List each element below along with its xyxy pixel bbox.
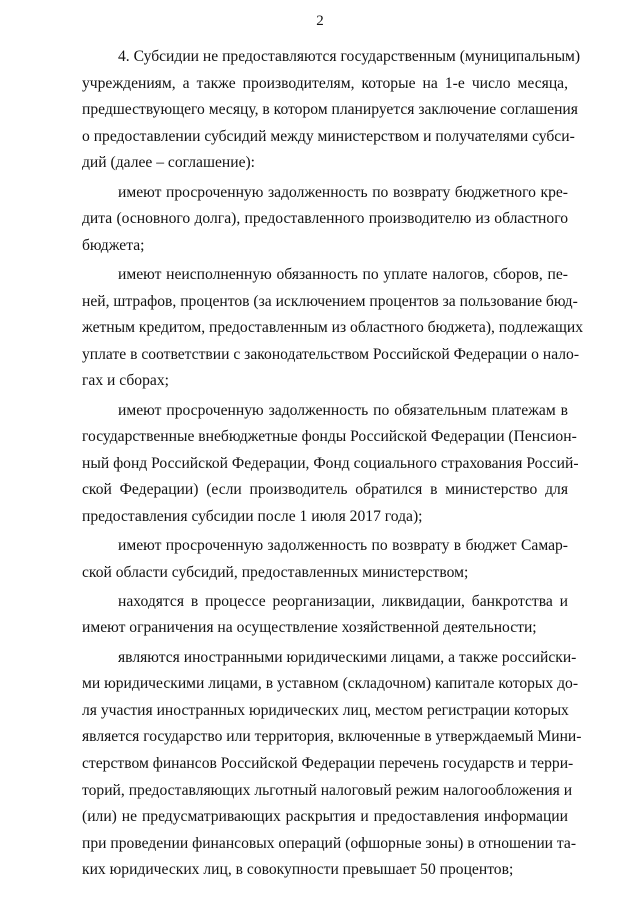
text-line: уплате в соответствии с законодательством Российской Федерации о нало- <box>82 345 580 363</box>
text-line: ми юридическими лицами, в уставном (складочном) капитале которых до- <box>82 675 579 693</box>
text-line: государственные внебюджетные фонды Российской Федерации (Пенсион- <box>82 428 577 446</box>
text-line: имеют просроченную задолженность по возврату бюджетного кре- <box>118 183 568 201</box>
text-line: ких юридических лиц, в совокупности превышает 50 процентов; <box>82 861 514 879</box>
text-line: ней, штрафов, процентов (за исключением процентов за пользование бюд- <box>82 292 578 310</box>
text-line: предоставления субсидии после 1 июля 2017 года); <box>82 507 423 525</box>
text-line: ской области субсидий, предоставленных министерством; <box>82 563 469 581</box>
text-line: является государство или территория, включенные в утверждаемый Мини- <box>82 728 582 746</box>
text-line: дий (далее – соглашение): <box>82 154 256 172</box>
paragraph-foreign-entities <box>82 645 582 884</box>
text-line: дита (основного долга), предоставленного производителю из областного <box>82 210 568 228</box>
text-line: имеют просроченную задолженность по обязательным платежам в <box>118 401 568 419</box>
paragraph-reorganization <box>82 589 568 642</box>
paragraph-tax-obligations <box>82 262 583 395</box>
text-line: при проведении финансовых операций (офшорные зоны) в отношении та- <box>82 834 577 852</box>
paragraph-budget-credit-debt <box>82 180 568 260</box>
text-line: о предоставлении субсидий между министерством и получателями субси- <box>82 127 575 145</box>
text-line: (или) не предусматривающих раскрытия и предоставления информации <box>82 808 568 826</box>
text-line: торий, предоставляющих льготный налоговый режим налогообложения и <box>82 781 573 799</box>
text-line: имеют просроченную задолженность по возврату в бюджет Самар- <box>118 537 568 555</box>
text-line: имеют неисполненную обязанность по уплате налогов, сборов, пе- <box>118 265 568 283</box>
text-line: бюджета; <box>82 236 145 254</box>
paragraph-item-4 <box>82 44 581 177</box>
text-line: ля участия иностранных юридических лиц, местом регистрации которых <box>82 701 569 719</box>
text-line: жетным кредитом, предоставленным из областного бюджета), подлежащих <box>82 319 583 337</box>
text-line: гах и сборах; <box>82 372 169 390</box>
paragraph-extrabudgetary-funds <box>82 398 579 531</box>
text-line: 4. Субсидии не предоставляются государственным (муниципальным) <box>118 48 581 65</box>
page-number: 2 <box>316 13 324 29</box>
text-line: ской Федерации) (если производитель обратился в министерство для <box>82 481 568 499</box>
text-line: предшествующего месяцу, в котором планируется заключение соглашения <box>82 101 578 119</box>
document-body <box>82 44 583 884</box>
paragraph-subsidy-return-debt <box>82 533 568 586</box>
text-line: учреждениям, а также производителям, которые на 1-е число месяца, <box>82 74 568 92</box>
text-line: стерством финансов Российской Федерации перечень государств и терри- <box>82 755 574 772</box>
text-line: ный фонд Российской Федерации, Фонд социального страхования Россий- <box>82 454 579 472</box>
text-line: являются иностранными юридическими лицами, а также российски- <box>118 648 577 666</box>
text-line: находятся в процессе реорганизации, ликвидации, банкротства и <box>118 592 568 610</box>
text-line: имеют ограничения на осуществление хозяйственной деятельности; <box>82 619 537 637</box>
